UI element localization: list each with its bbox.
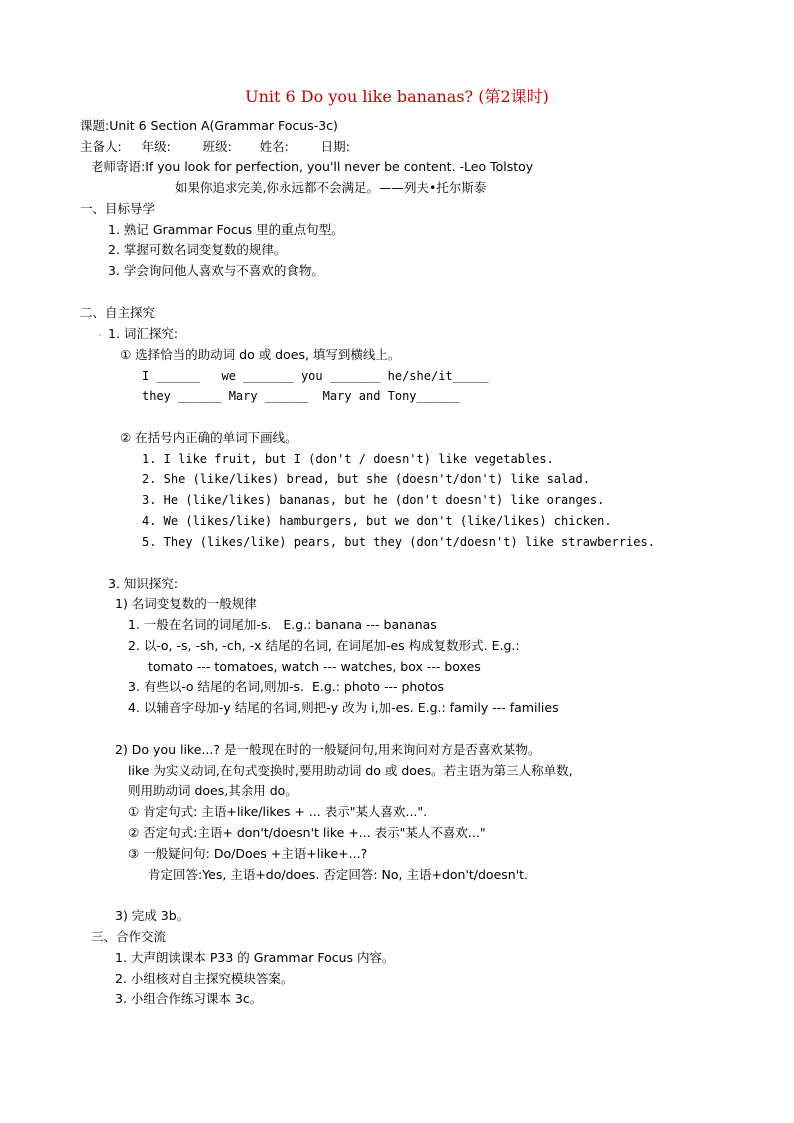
section-1-heading: 一、目标导学 (80, 201, 156, 216)
grammar-note: like 为实义动词,在句式变换时,要用助动词 do 或 does。若主语为第三人称单数, (128, 763, 573, 778)
cooperation-item: 2. 小组核对自主探究模块答案。 (115, 971, 294, 986)
exercise-sentence: 3. He (like/likes) bananas, but he (don't doesn't) like oranges. (142, 493, 605, 507)
stray-mark: . (98, 324, 102, 339)
plural-rule-examples: tomato --- tomatoes, watch --- watches, box --- boxes (148, 659, 481, 674)
cooperation-item: 1. 大声朗读课本 P33 的 Grammar Focus 内容。 (115, 950, 395, 965)
teacher-motto-chinese: 如果你追求完美,你永远都不会满足。——列夫•托尔斯泰 (175, 180, 487, 195)
plural-rule: 3. 有些以-o 结尾的名词,则加-s. E.g.: photo --- photos (128, 679, 445, 694)
sentence-pattern: ① 肯定句式: 主语+like/likes + ... 表示"某人喜欢...". (128, 804, 428, 819)
section-2-heading: 二、自主探究 (80, 305, 156, 320)
plural-rule: 4. 以辅音字母加-y 结尾的名词,则把-y 改为 i,加-es. E.g.: family --- families (128, 700, 559, 715)
grammar-note: 则用助动词 does,其余用 do。 (128, 783, 298, 798)
objective-item: 3. 学会询问他人喜欢与不喜欢的食物。 (108, 263, 324, 278)
objective-item: 1. 熟记 Grammar Focus 里的重点句型。 (108, 222, 344, 237)
knowledge-heading: 3. 知识探究: (108, 576, 179, 591)
plural-rule: 1. 一般在名词的词尾加-s. E.g.: banana --- bananas (128, 617, 437, 632)
sentence-pattern: ② 否定句式:主语+ don't/doesn't like +... 表示"某人不喜欢..." (128, 825, 486, 840)
fill-blank-row: they ______ Mary ______ Mary and Tony______ (142, 389, 460, 403)
teacher-motto-english: 老师寄语:If you look for perfection, you'll never be content. -Leo Tolstoy (91, 159, 534, 174)
plural-rule: 2. 以-o, -s, -sh, -ch, -x 结尾的名词, 在词尾加-es 构成复数形式. E.g.: (128, 638, 520, 653)
objective-item: 2. 掌握可数名词变复数的规律。 (108, 242, 287, 257)
task-1-instruction: ① 选择恰当的助动词 do 或 does, 填写到横线上。 (120, 347, 401, 362)
exercise-sentence: 2. She (like/likes) bread, but she (doesn't/don't) like salad. (142, 472, 590, 486)
vocab-heading: 1. 词汇探究: (108, 326, 179, 341)
plural-rules-heading: 1) 名词变复数的一般规律 (115, 596, 257, 611)
fill-blank-row: I ______ we _______ you _______ he/she/it_____ (142, 369, 489, 383)
page-title: Unit 6 Do you like bananas? (第2课时) (245, 87, 549, 106)
sentence-pattern: ③ 一般疑问句: Do/Does +主语+like+...? (128, 846, 368, 861)
section-3-heading: 三、合作交流 (91, 929, 167, 944)
answer-pattern: 肯定回答:Yes, 主语+do/does. 否定回答: No, 主语+don't/doesn't. (148, 867, 529, 882)
cooperation-item: 3. 小组合作练习课本 3c。 (115, 991, 263, 1006)
topic-line: 课题:Unit 6 Section A(Grammar Focus-3c) (80, 118, 338, 133)
prep-info-line: 主备人: 年级: 班级: 姓名: 日期: (80, 139, 350, 154)
complete-3b: 3) 完成 3b。 (115, 908, 190, 923)
exercise-sentence: 4. We (likes/like) hamburgers, but we don't (like/likes) chicken. (142, 514, 612, 528)
grammar-note: 2) Do you like...? 是一般现在时的一般疑问句,用来询问对方是否喜欢某物。 (115, 742, 541, 757)
exercise-sentence: 1. I like fruit, but I (don't / doesn't) like vegetables. (142, 452, 554, 466)
task-2-instruction: ② 在括号内正确的单词下画线。 (120, 430, 298, 445)
exercise-sentence: 5. They (likes/like) pears, but they (don't/doesn't) like strawberries. (142, 535, 655, 549)
